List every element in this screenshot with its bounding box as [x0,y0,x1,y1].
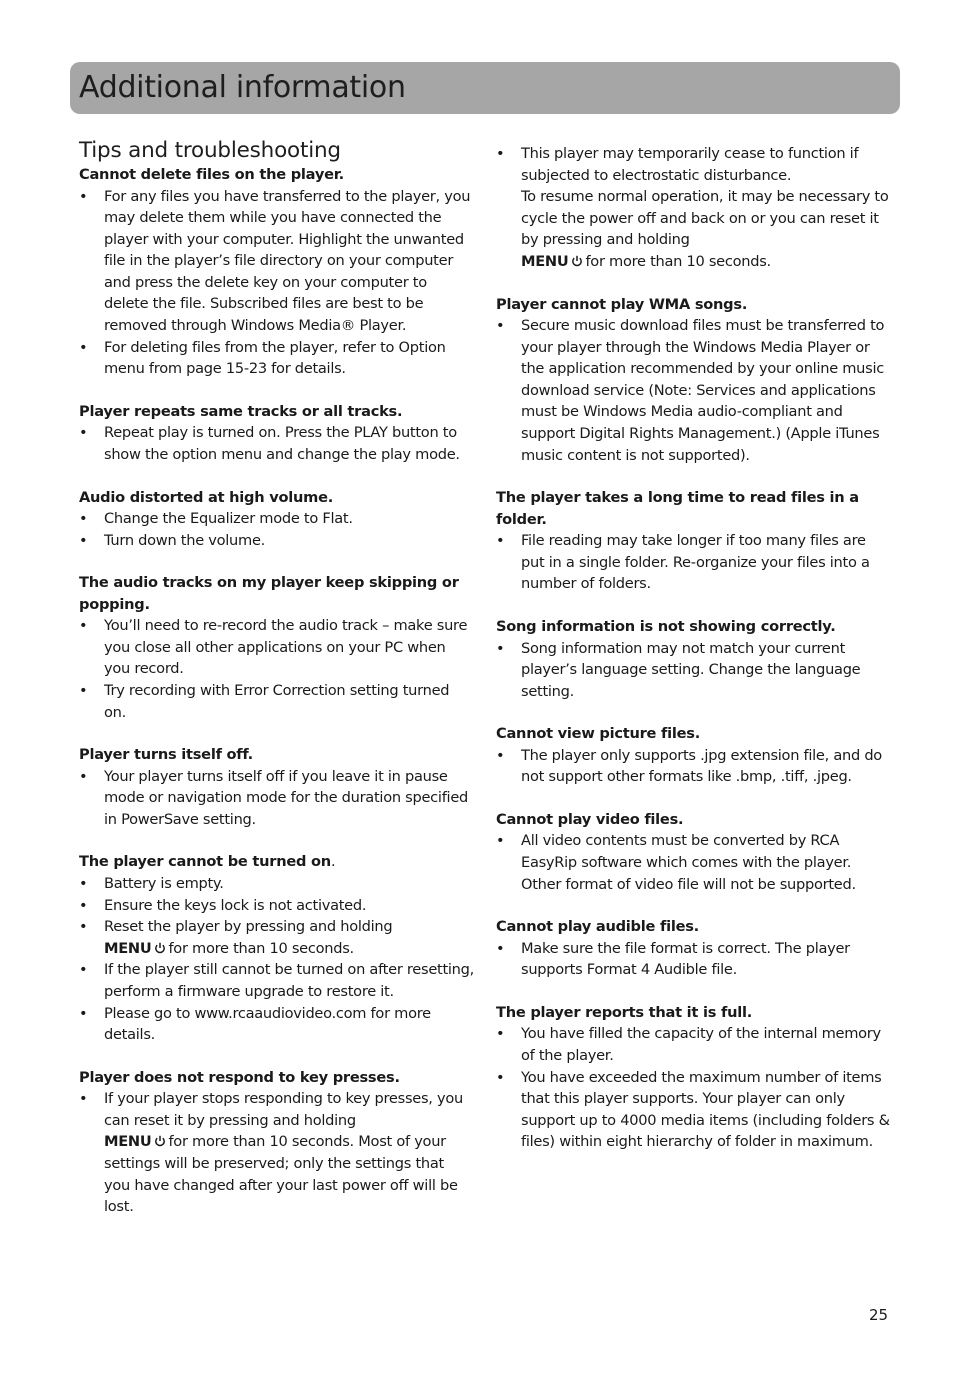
bullet-icon: • [496,532,505,550]
troubleshoot-block [496,294,891,467]
item-text: Secure music download files must be transferred to your player through the Windows Media Player or the application recommended by your online music download service (Note: Services and applications must be Windows Media audio-compliant and support Digital Rights Management.) (Apple iTunes music content is not supported). [521,317,885,464]
item-text: If your player stops responding to key presses, you can reset it by pressing and holding [104,1090,463,1129]
item-text: All video contents must be converted by RCA EasyRip software which comes with the player. Other format of video file will not be supported. [521,832,856,893]
bullet-icon: • [79,510,88,528]
block-heading: Cannot delete files on the player. [79,166,344,183]
block-heading: Cannot play audible files. [496,918,699,936]
block-heading: The audio tracks on my player keep skipping or popping. [79,574,459,613]
block-heading: The player takes a long time to read files in a folder. [496,489,859,528]
list-item [79,508,474,530]
item-text: Please go to www.rcaaudiovideo.com for more details. [104,1004,431,1044]
item-text: If the player still cannot be turned on after resetting, perform a firmware upgrade to restore it. [104,961,474,1000]
bullet-icon: • [79,1090,88,1108]
list-item [79,1088,474,1218]
troubleshoot-block [79,572,474,723]
bullet-icon: • [496,746,505,764]
troubleshoot-block [496,487,891,595]
list-item [496,530,891,595]
block-heading: Player cannot play WMA songs. [496,295,748,313]
bullet-icon: • [496,1025,505,1043]
item-text: Try recording with Error Correction setting turned on. [104,682,450,721]
bullet-list [496,638,891,703]
list-item [496,638,891,703]
item-text: Your player turns itself off if you leave it in pause mode or navigation mode for the duration specified in PowerSave setting. [104,767,469,828]
bullet-icon: • [496,832,505,850]
bullet-list [79,1088,474,1218]
item-text: Make sure the file format is correct. The player supports Format 4 Audible file. [521,939,850,979]
item-text-tail: for more than 10 seconds. [585,252,771,270]
bullet-list [496,530,891,595]
bullet-icon: • [79,1004,88,1022]
list-item [79,959,474,1002]
list-item [79,1003,474,1046]
item-text: Change the Equalizer mode to Flat. [104,510,353,528]
bullet-list [496,745,891,788]
bullet-icon: • [79,617,88,635]
heading-text: The player cannot be turned on [79,853,331,871]
troubleshoot-block [496,1002,891,1153]
bullet-list [79,508,474,551]
bullet-icon: • [79,424,88,442]
list-item [496,938,891,981]
bullet-list [79,873,474,1046]
item-text: Battery is empty. [104,874,224,892]
block-heading [79,851,474,873]
block-heading: Player does not respond to key presses. [79,1068,400,1086]
bullet-icon: • [79,918,88,936]
troubleshoot-block [79,164,474,380]
bullet-list [496,315,891,466]
troubleshoot-block [79,487,474,552]
right-column [496,143,891,1174]
bullet-icon: • [496,145,505,162]
power-icon [154,1135,166,1147]
troubleshoot-block [496,616,891,702]
item-text-tail: for more than 10 seconds. Most of your settings will be preserved; only the settings that you have changed after your last power off will be lost. [104,1133,458,1216]
bullet-icon: • [79,874,88,892]
item-text: Reset the player by pressing and holding [104,918,393,936]
bullet-list [79,766,474,831]
bullet-icon: • [496,939,505,957]
troubleshoot-block [79,851,474,1045]
power-icon [154,942,166,954]
item-text: Repeat play is turned on. Press the PLAY button to show the option menu and change the play mode. [104,424,460,463]
bullet-list [79,615,474,723]
menu-key-label: MENU [104,1133,152,1151]
list-item [496,745,891,788]
list-item [79,766,474,831]
bullet-list [496,830,891,895]
left-column [79,138,474,1239]
bullet-list [79,186,474,380]
heading-suffix: . [330,853,336,871]
list-item [79,615,474,680]
block-heading: Audio distorted at high volume. [79,488,334,506]
bullet-list [496,143,891,273]
block-heading: Player turns itself off. [79,746,253,764]
item-text-continued: To resume normal operation, it may be necessary to cycle the power off and back on or you can reset it by pressing and holding [521,188,889,249]
block-heading: Player repeats same tracks or all tracks. [79,402,403,420]
page-title: Additional information [79,70,406,105]
power-icon [571,255,583,267]
bullet-icon: • [79,682,88,699]
item-text: You have exceeded the maximum number of items that this player supports. Your player can only support up to 4000 media items (including folders & files) within eight hierarchy of folder in maximum. [521,1068,890,1151]
list-item [79,916,474,959]
troubleshoot-block [79,744,474,830]
bullet-icon: • [496,639,505,657]
troubleshoot-block [496,916,891,981]
list-item [496,1067,891,1153]
troubleshoot-block [496,143,891,273]
bullet-icon: • [79,531,88,549]
bullet-icon: • [79,187,88,205]
list-item [79,530,474,552]
list-item [496,143,891,273]
bullet-icon: • [496,317,505,335]
list-item [79,186,474,337]
item-text: Song information may not match your current player’s language setting. Change the language setting. [521,639,861,700]
bullet-icon: • [79,961,88,979]
item-text-tail: for more than 10 seconds. [168,939,354,957]
bullet-icon: • [79,767,88,785]
block-heading: The player reports that it is full. [496,1003,753,1021]
item-text: You’ll need to re-record the audio track – make sure you close all other applications on your PC when you record. [104,617,468,678]
menu-key-label: MENU [104,939,152,957]
bullet-icon: • [79,896,88,914]
page-number: 25 [869,1306,889,1324]
block-heading: Song information is not showing correctly. [496,618,836,635]
page-header-banner [70,62,900,114]
item-text: For deleting files from the player, refer to Option menu from page 15-23 for details. [104,338,446,378]
item-text: Ensure the keys lock is not activated. [104,896,367,914]
bullet-list [496,1023,891,1153]
list-item [496,315,891,466]
section-title: Tips and troubleshooting [79,138,341,163]
list-item [79,680,474,723]
bullet-list [79,422,474,465]
item-text: You have filled the capacity of the internal memory of the player. [521,1025,881,1065]
list-item [79,337,474,380]
menu-key-label: MENU [521,252,569,270]
list-item [496,830,891,895]
bullet-list [496,938,891,981]
troubleshoot-block [79,1067,474,1218]
item-text: This player may temporarily cease to function if subjected to electrostatic disturbance. [521,145,859,184]
bullet-icon: • [79,338,88,356]
item-text: Turn down the volume. [104,531,266,549]
block-heading: Cannot view picture files. [496,725,701,743]
item-text: The player only supports .jpg extension file, and do not support other formats like .bmp, .tiff, .jpeg. [521,746,882,786]
troubleshoot-block [496,809,891,895]
list-item [496,1023,891,1066]
list-item [79,895,474,917]
list-item [79,422,474,465]
troubleshoot-block [496,723,891,788]
item-text: For any files you have transferred to the player, you may delete them while you have connected the player with your computer. Highlight the unwanted file in the player’s file directory on your computer and press the delete key on your computer to delete the file. Subscribed files are best to be removed through Windows Media® Player. [104,187,471,335]
list-item [79,873,474,895]
troubleshoot-block [79,401,474,466]
block-heading: Cannot play video files. [496,810,684,828]
bullet-icon: • [496,1068,505,1086]
item-text: File reading may take longer if too many files are put in a single folder. Re-organize your files into a number of folders. [521,532,870,593]
